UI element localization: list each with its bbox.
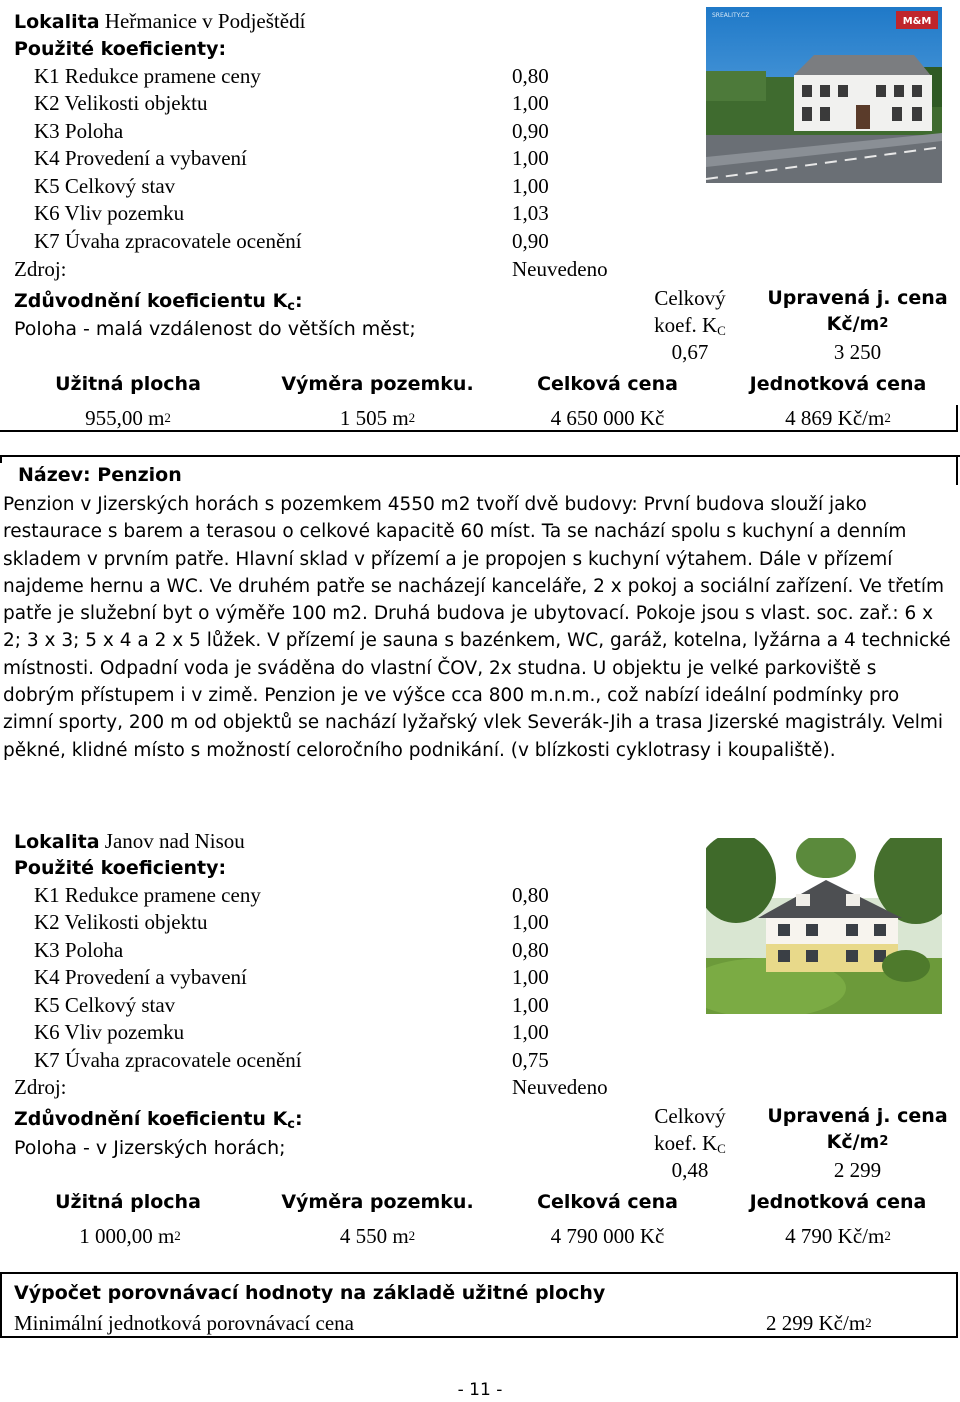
header-uzitna-plocha: Užitná plocha bbox=[55, 373, 201, 395]
value-uzitna-plocha bbox=[38, 405, 218, 432]
penzion-description: Penzion v Jizerských horách s pozemkem 4550 m2 tvoří dvě budovy: První budova slouží jako restaurace s barem a terasou o celkové kapacitě 60 míst. Ta se nachází spolu s kuchyní a denním skladem v prvním patře. Hlavní sklad v přízemí a je propojen s kuchyní výtahem. Dále v přízemí najdeme hernu a WC. Ve druhém patře se nacházejí kanceláře, 2 x pokoj a sociální zařízení. Ve třetím patře je služební byt o výměře 100 m2. Druhá budova je ubytovací. Pokoje jsou s vlast. soc. zař.: 6 x 2; 3 x 3; 5 x 4 a 2 x 5 lůžek. V přízemí je sauna s bazénkem, WC, garáž, kotelna, lyžárna a 4 technické místnosti. Odpadní voda je sváděna do vlastní ČOV, 2x studna. U objektu je velké parkoviště s dobrým přístupem i v zimě. Penzion je ve výšce cca 800 m.n.m., což nabízí ideální podmínky pro zimní sporty, 200 m od objektů se nachází lyžařský vlek Severák-Jih a trasa Jizerské magistrály. Velmi pěkné, klidné místo s možností celoročního podnikání. (v blízkosti cyklotrasy i koupaliště). bbox=[3, 494, 951, 761]
upravena-sup-2: 2 bbox=[879, 1134, 889, 1149]
upravena-line1-2: Upravená j. cena bbox=[767, 1105, 948, 1127]
header-jednotkova-cena-2: Jednotková cena bbox=[749, 1191, 927, 1213]
lokalita-label: Lokalita bbox=[14, 11, 100, 33]
zduvodneni-text-label-2: Zdůvodnění koeficientu K bbox=[14, 1108, 288, 1130]
coef2-value-k6: 1,00 bbox=[512, 1020, 549, 1044]
header-vymera: Výměra pozemku. bbox=[281, 373, 474, 395]
vypocet-left-rule bbox=[0, 1272, 2, 1338]
coef-value-k4: 1,00 bbox=[512, 146, 549, 170]
listing-1-bottom-rule bbox=[250, 430, 958, 432]
celkovy-value: 0,67 bbox=[671, 340, 709, 364]
coef2-value-k3: 0,80 bbox=[512, 938, 549, 962]
jednotkova-cena-text: 4 869 Kč/m bbox=[785, 406, 885, 430]
value-uzitna-plocha-2 bbox=[30, 1223, 230, 1250]
uzitna-plocha-sup: 2 bbox=[164, 410, 171, 425]
celkovy-line2 bbox=[630, 312, 750, 339]
coef-label-k4: K4 Provedení a vybavení bbox=[34, 146, 247, 170]
zduvodneni-colon: : bbox=[295, 290, 303, 312]
lokalita-label-2: Lokalita bbox=[14, 831, 100, 853]
vypocet-top-rule bbox=[0, 1272, 958, 1274]
celkovy-value-2: 0,48 bbox=[671, 1158, 709, 1182]
zduvodneni-colon-2: : bbox=[295, 1108, 303, 1130]
header-celkova-cena-2: Celková cena bbox=[537, 1191, 678, 1213]
coef2-label-k1: K1 Redukce pramene ceny bbox=[34, 883, 261, 907]
coef-label-k5: K5 Celkový stav bbox=[34, 174, 176, 198]
jednotkova-cena-sup-2: 2 bbox=[884, 1228, 891, 1243]
listing-1-right-rule bbox=[956, 405, 958, 432]
coef2-label-k6: K6 Vliv pozemku bbox=[34, 1020, 185, 1044]
celkovy-sub-2: C bbox=[717, 1141, 726, 1156]
value-jednotkova-cena bbox=[718, 405, 958, 432]
header-vymera-2: Výměra pozemku. bbox=[281, 1191, 474, 1213]
coef-value-k6: 1,03 bbox=[512, 201, 549, 225]
coef-value-k2: 1,00 bbox=[512, 91, 549, 115]
property-photo-1 bbox=[706, 7, 942, 183]
vypocet-label: Minimální jednotková porovnávací cena bbox=[14, 1311, 354, 1335]
zduvodneni-label-2 bbox=[14, 1108, 303, 1130]
vypocet-right-rule bbox=[956, 1272, 958, 1338]
zdroj-label-2: Zdroj: bbox=[14, 1075, 67, 1099]
zduvodneni-text-label: Zdůvodnění koeficientu K bbox=[14, 290, 288, 312]
property-photo-2-image bbox=[706, 838, 942, 1014]
coef2-label-k3: K3 Poloha bbox=[34, 938, 124, 962]
property-photo-2 bbox=[706, 838, 942, 1014]
celkovy-line1-2: Celkový bbox=[654, 1104, 726, 1128]
coef2-value-k4: 1,00 bbox=[512, 965, 549, 989]
listing-1-bottom-rule-left bbox=[0, 430, 250, 432]
coef2-label-k7: K7 Úvaha zpracovatele ocenění bbox=[34, 1048, 302, 1072]
coef-label-k6: K6 Vliv pozemku bbox=[34, 201, 185, 225]
upravena-unit-2: Kč/m bbox=[826, 1131, 880, 1153]
value-vymera bbox=[265, 405, 490, 432]
vypocet-heading: Výpočet porovnávací hodnoty na základě užitné plochy bbox=[14, 1282, 606, 1304]
zdroj-label: Zdroj: bbox=[14, 257, 67, 281]
penzion-top-rule bbox=[0, 455, 960, 457]
header-jednotkova-cena: Jednotková cena bbox=[749, 373, 927, 395]
upravena-unit: Kč/m bbox=[826, 313, 880, 335]
coef-label-k2: K2 Velikosti objektu bbox=[34, 91, 208, 115]
photo-watermark: SREALITY.CZ bbox=[712, 12, 750, 19]
value-jednotkova-cena-2 bbox=[718, 1223, 958, 1250]
coef-label-k1: K1 Redukce pramene ceny bbox=[34, 64, 261, 88]
coef-value-k1: 0,80 bbox=[512, 64, 549, 88]
coef2-value-k2: 1,00 bbox=[512, 910, 549, 934]
coef2-value-k5: 1,00 bbox=[512, 993, 549, 1017]
property-photo-1-image bbox=[706, 7, 942, 183]
penzion-left-tick bbox=[0, 455, 2, 463]
upravena-value: 3 250 bbox=[833, 340, 882, 364]
zduvodneni-text: Poloha - malá vzdálenost do větších měst; bbox=[14, 318, 416, 340]
zduvodneni-sub: c bbox=[287, 299, 296, 314]
coef2-value-k1: 0,80 bbox=[512, 883, 549, 907]
lokalita-line-2 bbox=[14, 828, 245, 856]
coef-label-k7: K7 Úvaha zpracovatele ocenění bbox=[34, 229, 302, 253]
celkovy-sub: C bbox=[717, 323, 726, 338]
penzion-title: Název: Penzion bbox=[18, 464, 182, 486]
celkovy-text: koef. K bbox=[654, 313, 718, 337]
koef-heading-2: Použité koeficienty: bbox=[14, 857, 227, 879]
coef2-value-k7: 0,75 bbox=[512, 1048, 549, 1072]
zdroj-value: Neuvedeno bbox=[512, 257, 608, 281]
upravena-line1: Upravená j. cena bbox=[767, 287, 948, 309]
lokalita-value: Heřmanice v Podještědí bbox=[104, 9, 306, 33]
celkovy-text-2: koef. K bbox=[654, 1131, 718, 1155]
vymera-text: 1 505 m bbox=[339, 406, 409, 430]
header-uzitna-plocha-2: Užitná plocha bbox=[55, 1191, 201, 1213]
jednotkova-cena-sup: 2 bbox=[884, 410, 891, 425]
upravena-line2-2 bbox=[765, 1131, 950, 1153]
vypocet-value bbox=[766, 1310, 872, 1337]
koef-heading: Použité koeficienty: bbox=[14, 38, 227, 60]
coef-value-k5: 1,00 bbox=[512, 174, 549, 198]
zduvodneni-text-2: Poloha - v Jizerských horách; bbox=[14, 1137, 286, 1159]
jednotkova-cena-text-2: 4 790 Kč/m bbox=[785, 1224, 885, 1248]
header-celkova-cena: Celková cena bbox=[537, 373, 678, 395]
value-celkova-cena-2: 4 790 000 Kč bbox=[550, 1224, 665, 1248]
celkovy-line1: Celkový bbox=[654, 286, 726, 310]
value-celkova-cena: 4 650 000 Kč bbox=[550, 406, 665, 430]
zdroj-value-2: Neuvedeno bbox=[512, 1075, 608, 1099]
lokalita-line bbox=[14, 8, 305, 36]
coef2-label-k2: K2 Velikosti objektu bbox=[34, 910, 208, 934]
vymera-sup-2: 2 bbox=[408, 1228, 416, 1243]
upravena-value-2: 2 299 bbox=[833, 1158, 882, 1182]
vypocet-value-text: 2 299 Kč/m bbox=[766, 1311, 866, 1335]
coef2-label-k4: K4 Provedení a vybavení bbox=[34, 965, 247, 989]
vypocet-value-sup: 2 bbox=[865, 1315, 872, 1330]
value-vymera-2 bbox=[265, 1223, 490, 1250]
upravena-line2 bbox=[765, 313, 950, 335]
zduvodneni-label bbox=[14, 290, 303, 312]
penzion-right-rule bbox=[956, 455, 958, 485]
vymera-text-2: 4 550 m bbox=[339, 1224, 409, 1248]
uzitna-plocha-sup-2: 2 bbox=[174, 1228, 181, 1243]
coef-value-k3: 0,90 bbox=[512, 119, 549, 143]
uzitna-plocha-text-2: 1 000,00 m bbox=[79, 1224, 175, 1248]
vymera-sup: 2 bbox=[408, 410, 416, 425]
coef2-label-k5: K5 Celkový stav bbox=[34, 993, 176, 1017]
page-number: - 11 - bbox=[457, 1380, 503, 1400]
lokalita-value-2: Janov nad Nisou bbox=[104, 829, 245, 853]
coef-label-k3: K3 Poloha bbox=[34, 119, 124, 143]
celkovy-line2-2 bbox=[630, 1130, 750, 1157]
zduvodneni-sub-2: c bbox=[287, 1117, 296, 1132]
uzitna-plocha-text: 955,00 m bbox=[85, 406, 165, 430]
photo-brand-logo: M&M bbox=[902, 16, 932, 27]
coef-value-k7: 0,90 bbox=[512, 229, 549, 253]
upravena-sup: 2 bbox=[879, 316, 889, 331]
